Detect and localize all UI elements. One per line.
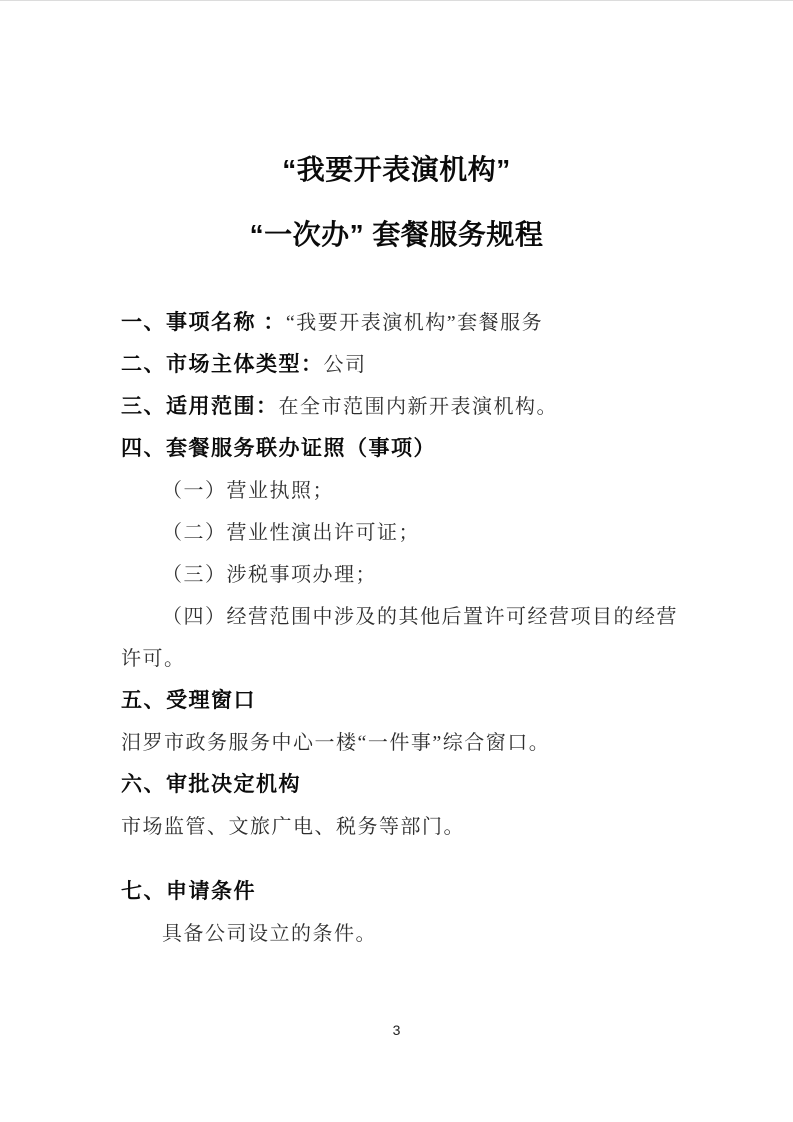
- body-text-line: [121, 722, 675, 764]
- section-heading-label: 五、受理窗口: [121, 689, 256, 712]
- section-heading-label: 二、市场主体类型：: [121, 353, 324, 376]
- body-text: （一）营业执照；: [162, 480, 334, 502]
- section-heading-line: [121, 871, 675, 913]
- body-text-line: [121, 470, 675, 512]
- body-text-line: [121, 638, 675, 680]
- body-text: 市场监管、文旅广电、税务等部门。: [121, 816, 465, 838]
- body-text: 具备公司设立的条件。: [162, 923, 377, 945]
- section-heading-label: 一、事项名称 ：: [121, 311, 286, 334]
- body-text: （二）营业性演出许可证；: [162, 522, 420, 544]
- section-heading-label: 七、申请条件: [121, 880, 256, 903]
- title-line-2: “一次办” 套餐服务规程: [249, 219, 544, 250]
- title-line-1: “我要开表演机构”: [282, 154, 511, 185]
- section-heading-label: 六、审批决定机构: [121, 773, 301, 796]
- body-text-line: [121, 806, 675, 848]
- section-heading-label: 四、套餐服务联办证照（事项）: [121, 437, 436, 460]
- section-heading-line: [121, 386, 675, 428]
- section-heading-line: [121, 680, 675, 722]
- body-text: “我要开表演机构”套餐服务: [285, 312, 544, 334]
- document-title: [0, 0, 793, 252]
- body-text: （三）涉税事项办理；: [162, 564, 377, 586]
- body-text: 在全市范围内新开表演机构。: [278, 396, 558, 418]
- page-number: 3: [392, 1022, 401, 1038]
- section-heading-label: 三、适用范围：: [121, 395, 279, 418]
- section-heading-line: [121, 428, 675, 470]
- page-top-edge: [0, 0, 793, 1]
- section-heading-line: [121, 344, 675, 386]
- body-text-line: [121, 913, 675, 955]
- section-heading-line: [121, 764, 675, 806]
- body-text: （四）经营范围中涉及的其他后置许可经营项目的经营: [162, 606, 678, 628]
- section-heading-line: [121, 302, 675, 344]
- body-text: 汨罗市政务服务中心一楼“一件事”综合窗口。: [121, 732, 551, 754]
- body-text-line: [121, 596, 678, 638]
- body-text-line: [121, 512, 675, 554]
- body-text: 公司: [323, 354, 367, 376]
- document-body: [121, 302, 678, 955]
- body-text-line: [121, 554, 675, 596]
- body-text: 许可。: [121, 648, 186, 670]
